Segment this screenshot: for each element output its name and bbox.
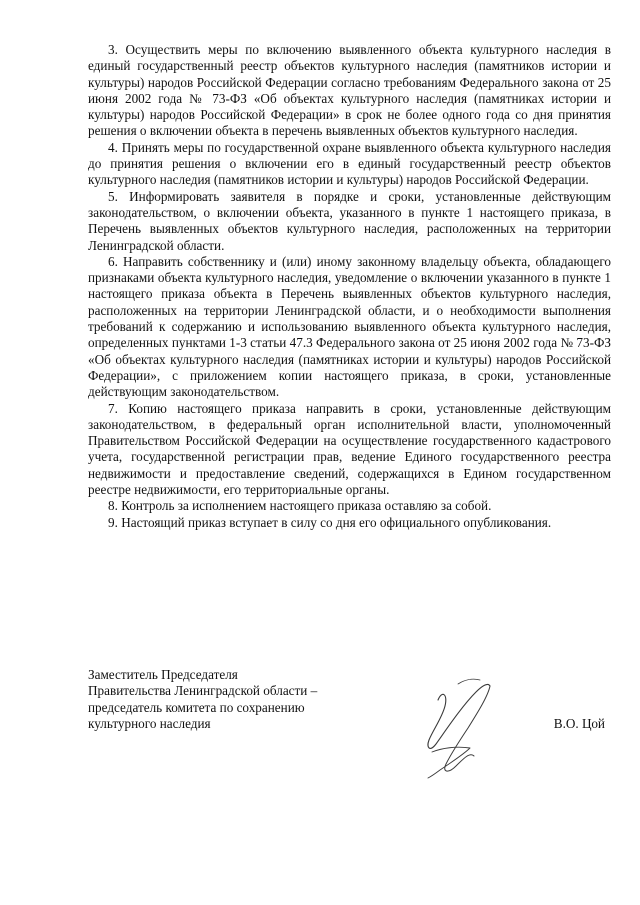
paragraph-7: 7. Копию настоящего приказа направить в сроки, установленные действующим законодательством, в федеральный орган исполнительной власти, уполномоченный Правительством Российской Федерации на осуществление государственного кадастрового учета, государственной регистрации прав, ведение Единого государственного реестра недвижимости и предоставление сведений, содержащихся в Едином государственном реестре недвижимости, его территориальные органы.: [88, 400, 611, 498]
signer-title-line: Правительства Ленинградской области –: [88, 683, 318, 699]
signer-title-line: председатель комитета по сохранению: [88, 699, 305, 715]
paragraph-5: 5. Информировать заявителя в порядке и сроки, установленные действующим законодательством, о включении объекта, указанного в пункте 1 настоящего приказа, в Перечень выявленных объектов культурного наследия, расположенных на территории Ленинградской области.: [88, 188, 611, 253]
signer-title-line: культурного наследия: [88, 715, 211, 731]
paragraph-3: 3. Осуществить меры по включению выявленного объекта культурного наследия в единый государственный реестр объектов культурного наследия (памятников истории и культуры) народов Российской Федерации согласно требованиям Федерального закона от 25 июня 2002 года № 73-ФЗ «Об объектах культурного наследия (памятниках истории и культуры) народов Российской Федерации» в срок не более одного года со дня принятия решения о включении объекта в перечень выявленных объектов культурного наследия.: [88, 42, 611, 139]
signer-name: В.О. Цой: [553, 716, 605, 731]
handwritten-signature: [418, 672, 508, 782]
signature-stroke: [445, 686, 490, 771]
signature-stroke: [428, 684, 490, 748]
paragraph-4: 4. Принять меры по государственной охране выявленного объекта культурного наследия до принятия решения о включении его в единый государственный реестр объектов культурного наследия (памятников истории и культуры) народов Российской Федерации.: [88, 139, 611, 188]
paragraph-9: 9. Настоящий приказ вступает в силу со дня его официального опубликования.: [108, 514, 552, 530]
signature-stroke: [458, 679, 480, 684]
signer-title-line: Заместитель Председателя: [88, 667, 238, 682]
paragraph-6: 6. Направить собственнику и (или) иному законному владельцу объекта, обладающего признаками объекта культурного наследия, уведомление о включении указанного в пункте 1 настоящего приказа объекта в Перечень выявленных объектов культурного наследия, расположенных на территории Ленинградской области, и о необходимости выполнения требований к содержанию и использованию выявленного объекта культурного наследия, определенных пунктами 1-3 статьи 47.3 Федерального закона от 25 июня 2002 года № 73-ФЗ «Об объектах культурного наследия (памятниках истории и культуры) народов Российской Федерации», с приложением копии настоящего приказа, в сроки, установленные действующим законодательством.: [88, 253, 611, 400]
signature-block: [88, 667, 611, 757]
signature-stroke: [428, 747, 470, 778]
order-body: [88, 42, 611, 531]
paragraph-8: 8. Контроль за исполнением настоящего приказа оставляю за собой.: [108, 498, 492, 514]
signer-title: [88, 667, 368, 732]
